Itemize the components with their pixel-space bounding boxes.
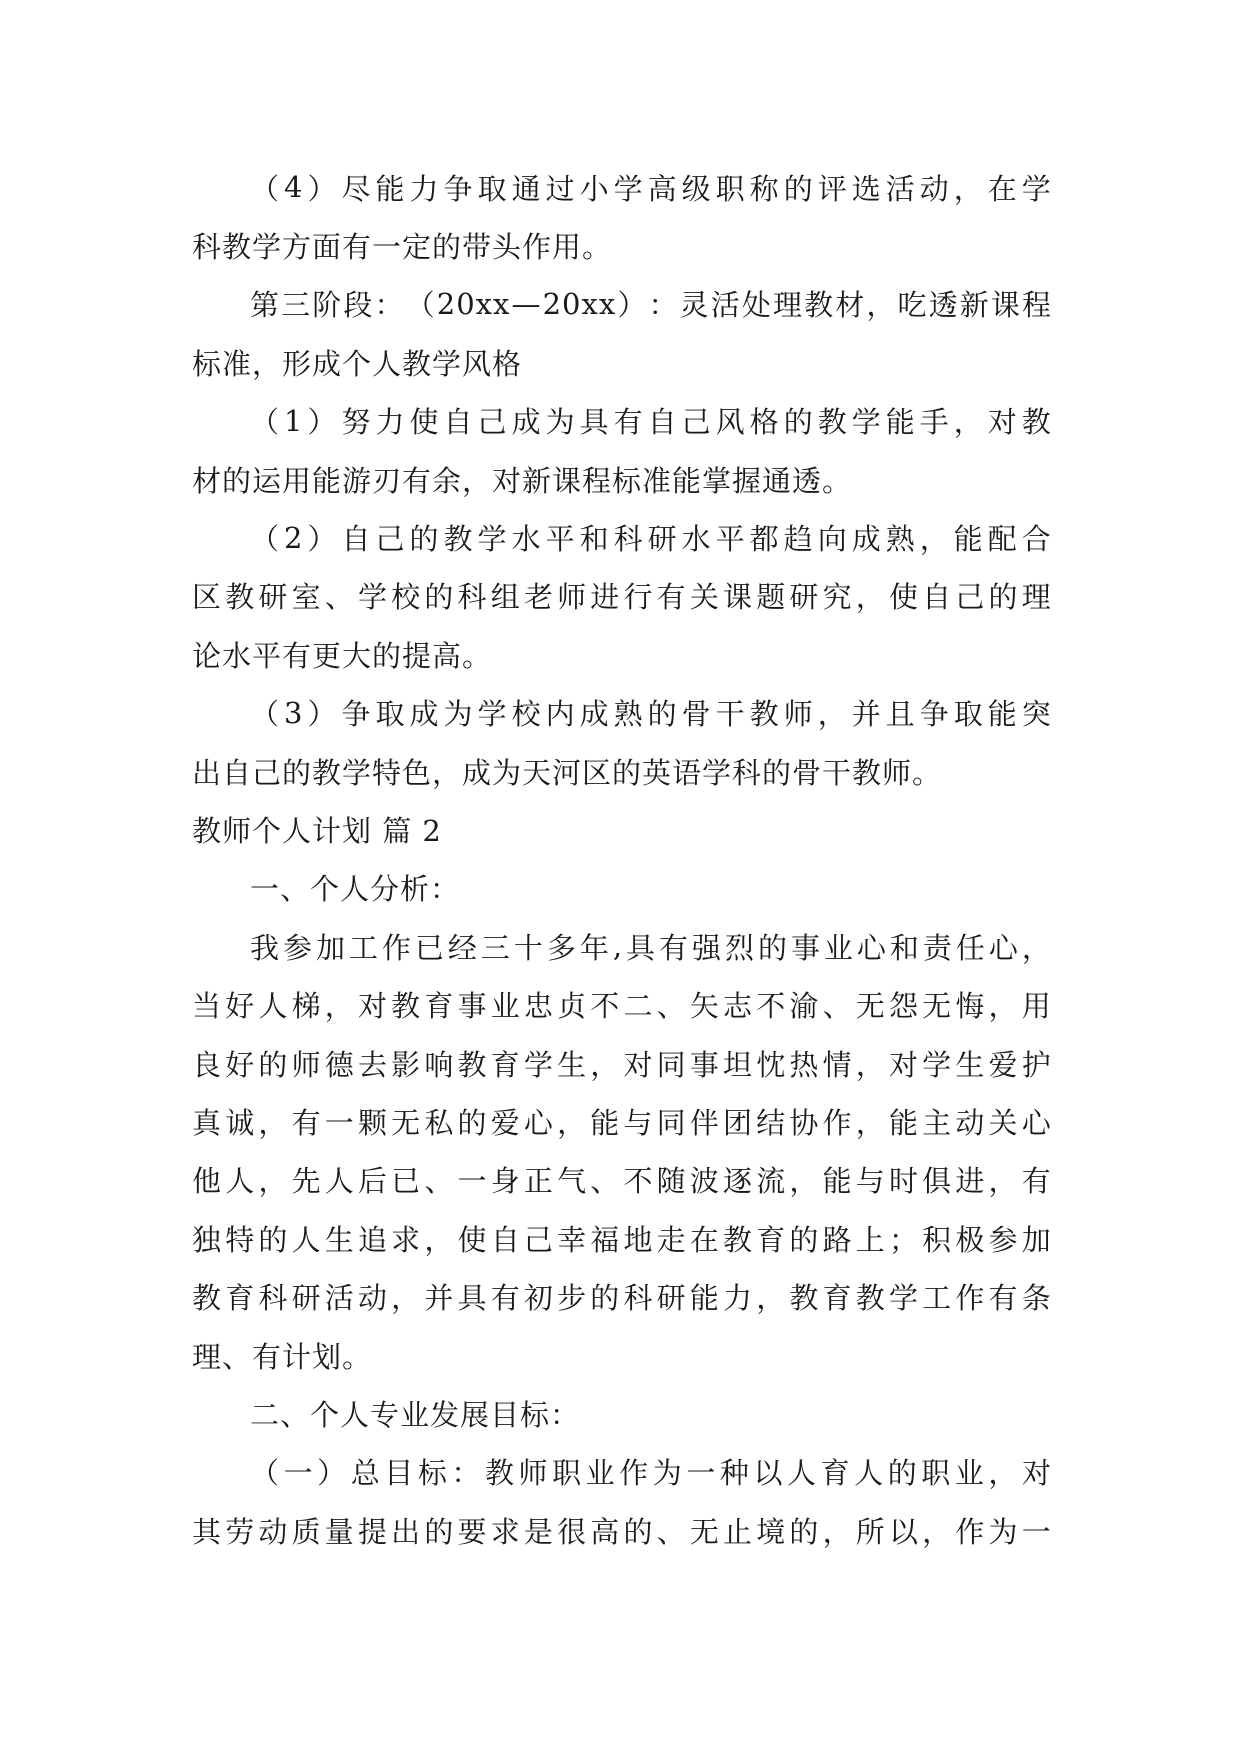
text-line: 一、个人分析： — [250, 872, 461, 907]
text-line: 材的运用能游刃有余，对新课程标准能掌握通透。 — [192, 463, 853, 498]
text-line: 其 劳 动 质 量 提 出 的 要 求 是 很 高 的 、 无 止 境 的 ， 所 以 ， 作 为 一 — [192, 1514, 1052, 1549]
document-body — [192, 158, 1052, 1559]
text-line: 独 特 的 人 生 追 求 ， 使 自 己 幸 福 地 走 在 教 育 的 路 上 ； 积 极 参 加 — [192, 1222, 1052, 1257]
text-line: 教师个人计划 篇 2 — [192, 813, 442, 848]
text-line: （ 一 ） 总 目 标 ： 教 师 职 业 作 为 一 种 以 人 育 人 的 职 业 ， 对 — [250, 1456, 1052, 1491]
text-line: （ 4 ） 尽 能 力 争 取 通 过 小 学 高 级 职 称 的 评 选 活 动 ， 在 学 — [250, 170, 1052, 206]
text-line: （ 2 ） 自 己 的 教 学 水 平 和 科 研 水 平 都 趋 向 成 熟 ， 能 配 合 — [250, 520, 1052, 557]
text-line: 我 参 加 工 作 已 经 三 十 多 年 , 具 有 强 烈 的 事 业 心 和 责 任 心 ， — [250, 929, 1052, 965]
text-line: 第 三 阶 段 ： （ 20xx — 20xx ） ： 灵 活 处 理 教 材 ， 吃 透 新 课 程 — [250, 286, 1052, 323]
text-line: 二、个人专业发展目标： — [250, 1397, 581, 1432]
text-line: 区 教 研 室 、 学 校 的 科 组 老 师 进 行 有 关 课 题 研 究 ， 使 自 己 的 理 — [192, 580, 1052, 615]
text-line: 教 育 科 研 活 动 ， 并 具 有 初 步 的 科 研 能 力 ， 教 育 教 学 工 作 有 条 — [192, 1281, 1052, 1316]
text-line: 他 人 ， 先 人 后 已 、 一 身 正 气 、 不 随 波 逐 流 ， 能 与 时 俱 进 ， 有 — [192, 1164, 1052, 1199]
text-line: 当 好 人 梯 ， 对 教 育 事 业 忠 贞 不 二 、 矢 志 不 渝 、 无 怨 无 悔 ， 用 — [192, 989, 1052, 1024]
text-line: 出自己的教学特色，成为天河区的英语学科的骨干教师。 — [192, 755, 943, 790]
text-line: 良 好 的 师 德 去 影 响 教 育 学 生 ， 对 同 事 坦 忱 热 情 ， 对 学 生 爱 护 — [192, 1047, 1052, 1082]
text-line: （ 1 ） 努 力 使 自 己 成 为 具 有 自 己 风 格 的 教 学 能 手 ， 对 教 — [250, 403, 1052, 440]
text-line: 科教学方面有一定的带头作用。 — [192, 230, 613, 265]
text-line: （ 3 ） 争 取 成 为 学 校 内 成 熟 的 骨 干 教 师 ， 并 且 争 取 能 突 — [250, 695, 1052, 732]
text-line: 论水平有更大的提高。 — [192, 638, 493, 673]
text-line: 真 诚 ， 有 一 颗 无 私 的 爱 心 ， 能 与 同 伴 团 结 协 作 ， 能 主 动 关 心 — [192, 1105, 1052, 1140]
text-line: 理、有计划。 — [192, 1339, 373, 1374]
text-line: 标准，形成个人教学风格 — [192, 346, 523, 381]
